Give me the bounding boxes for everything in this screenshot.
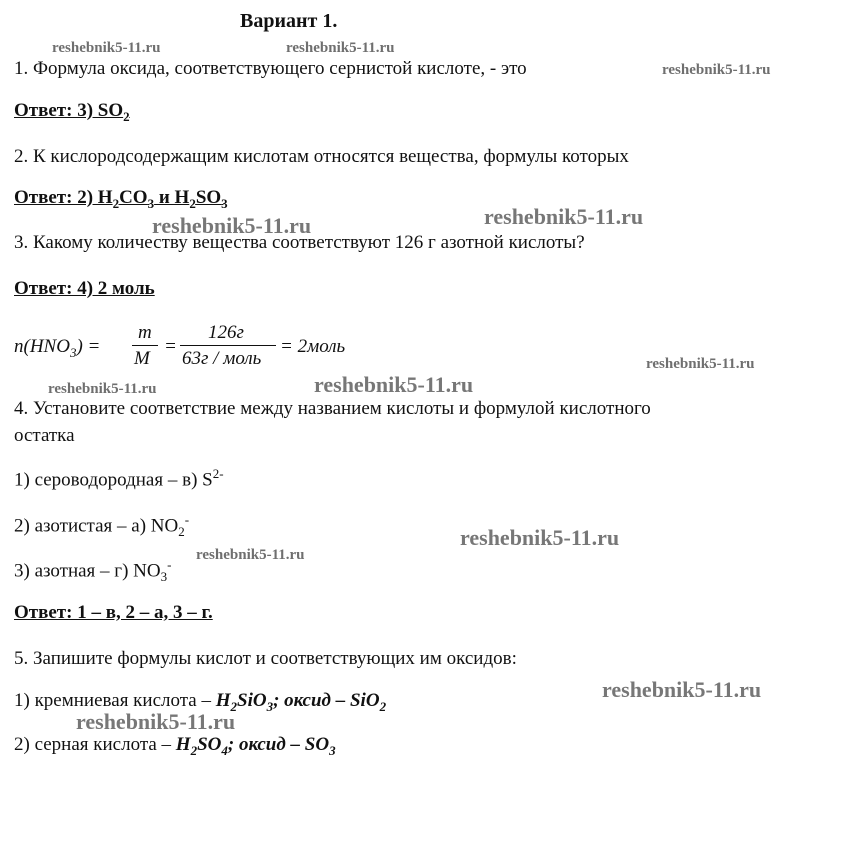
- fraction-2-numerator: 126г: [208, 322, 244, 343]
- watermark: reshebnik5-11.ru: [76, 709, 236, 734]
- match-item-2: 2) азотистая – а) $NO_2^-$: [14, 512, 190, 540]
- formula-moles: [14, 318, 374, 372]
- watermark: reshebnik5-11.ru: [646, 356, 755, 372]
- watermark: reshebnik5-11.ru: [48, 381, 157, 397]
- answer-1: Ответ: 3) $SO_2$: [14, 100, 130, 124]
- acid-item-1: 1) кремниевая кислота – $H_2SiO_3$; оксид – SiO$_2$: [14, 690, 387, 714]
- fraction-1-denominator: M: [134, 348, 150, 369]
- formula-lhs: $n(HNO_3)$ =: [14, 336, 101, 360]
- question-4-line-2: остатка: [14, 425, 75, 446]
- question-3: 3. Какому количеству вещества соответствуют 126 г азотной кислоты?: [14, 232, 585, 253]
- page-title: Вариант 1.: [240, 10, 338, 32]
- watermark: reshebnik5-11.ru: [460, 525, 620, 550]
- watermark: reshebnik5-11.ru: [484, 204, 644, 229]
- fraction-line: [180, 345, 276, 346]
- watermark: reshebnik5-11.ru: [52, 40, 161, 56]
- watermark: reshebnik5-11.ru: [602, 677, 762, 702]
- watermark: reshebnik5-11.ru: [196, 547, 305, 563]
- match-item-1: 1) сероводородная – в) $S^{2-}$: [14, 466, 224, 491]
- fraction-2-denominator: 63г / моль: [182, 348, 262, 369]
- question-5: 5. Запишите формулы кислот и соответствующих им оксидов:: [14, 648, 517, 669]
- match-item-3: 3) азотная – г) $NO_3^-$: [14, 557, 172, 585]
- equals-sign: =: [164, 336, 177, 357]
- answer-4: Ответ: 1 – в, 2 – а, 3 – г.: [14, 602, 213, 623]
- answer-3: Ответ: 4) 2 моль: [14, 278, 155, 299]
- question-1: 1. Формула оксида, соответствующего сернистой кислоте, - это: [14, 58, 527, 79]
- question-2: 2. К кислородсодержащим кислотам относятся вещества, формулы которых: [14, 146, 629, 167]
- watermark: reshebnik5-11.ru: [152, 213, 312, 238]
- watermark: reshebnik5-11.ru: [286, 40, 395, 56]
- acid-item-2: 2) серная кислота – $H_2SO_4$; оксид – $SO_3$: [14, 734, 336, 758]
- answer-2: Ответ: 2) $H_2CO_3$ и $H_2SO_3$: [14, 187, 228, 211]
- fraction-1-numerator: m: [138, 322, 152, 343]
- formula-result: = 2моль: [280, 336, 346, 357]
- question-4-line-1: 4. Установите соответствие между названием кислоты и формулой кислотного: [14, 398, 651, 419]
- watermark: reshebnik5-11.ru: [662, 62, 771, 78]
- watermark: reshebnik5-11.ru: [314, 372, 474, 397]
- fraction-line: [132, 345, 158, 346]
